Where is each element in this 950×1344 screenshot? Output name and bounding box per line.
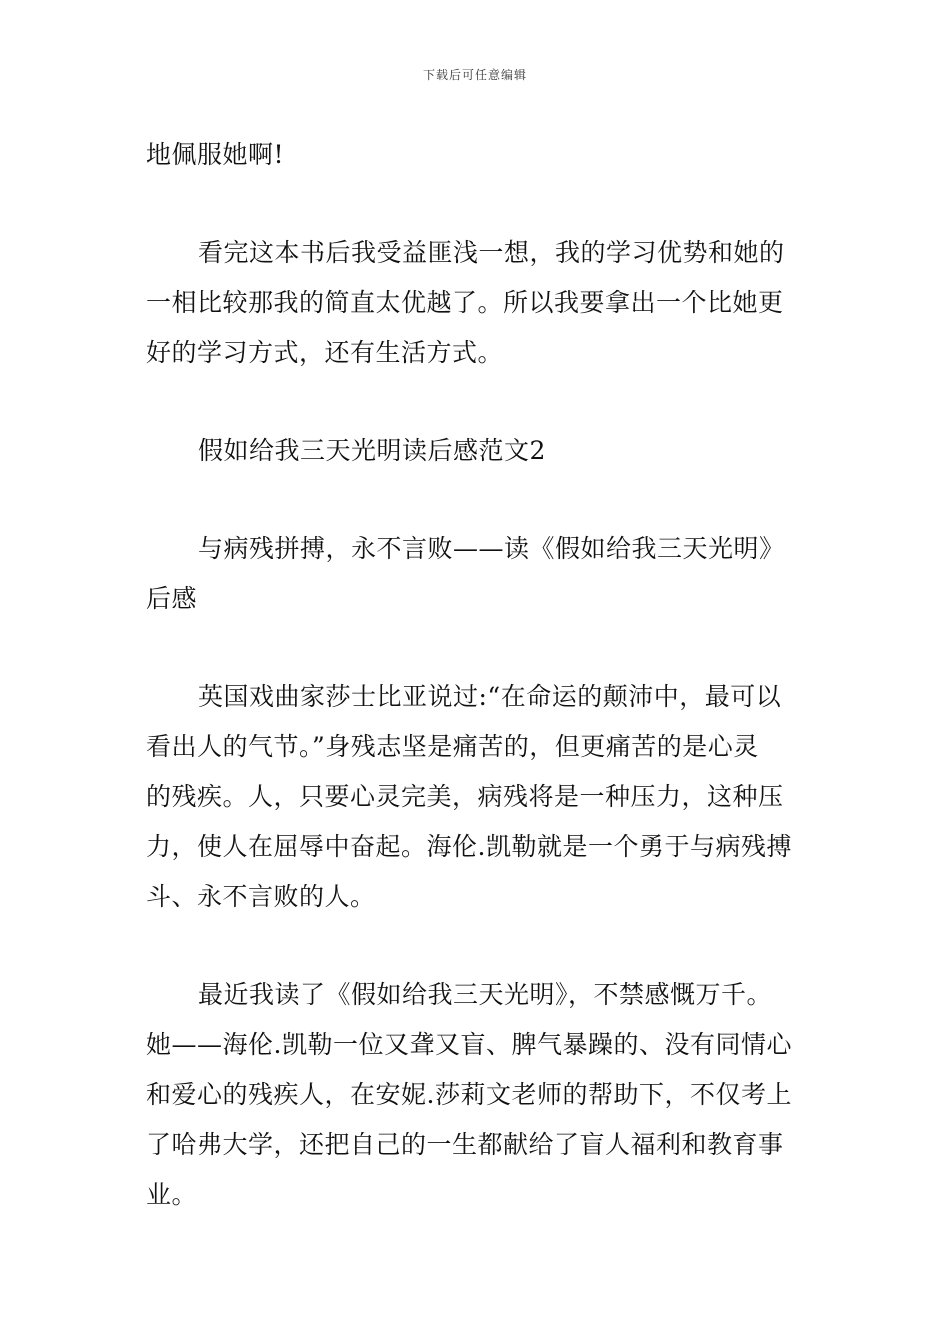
paragraph-shakespeare bbox=[146, 672, 808, 922]
heading-line: 假如给我三天光明读后感范文2 bbox=[198, 436, 546, 465]
text-line: 地佩服她啊! bbox=[146, 140, 285, 169]
text-line: 了哈弗大学，还把自己的一生都献给了盲人福利和教育事 bbox=[146, 1130, 784, 1159]
text-line: 斗、永不言败的人。 bbox=[146, 882, 376, 911]
text-line: 一相比较那我的简直太优越了。所以我要拿出一个比她更 bbox=[146, 288, 784, 317]
page-header-note: 下载后可任意编辑 bbox=[422, 68, 527, 82]
paragraph-gap bbox=[146, 476, 808, 524]
text-line: 好的学习方式，还有生活方式。 bbox=[146, 338, 504, 367]
essay-title bbox=[146, 524, 808, 624]
section-heading bbox=[146, 426, 808, 476]
text-line: 后感 bbox=[146, 584, 198, 613]
paragraph-gap bbox=[146, 378, 808, 426]
text-line: 的残疾。人，只要心灵完美，病残将是一种压力，这种压 bbox=[146, 782, 784, 811]
paragraph-reflection bbox=[146, 228, 808, 378]
document-body bbox=[146, 130, 808, 1220]
text-line: 和爱心的残疾人，在安妮.莎莉文老师的帮助下，不仅考上 bbox=[146, 1080, 792, 1109]
text-line: 业。 bbox=[146, 1180, 198, 1209]
text-line: 与病残拼搏，永不言败——读《假如给我三天光明》 bbox=[198, 534, 785, 563]
text-line: 看出人的气节。”身残志坚是痛苦的，但更痛苦的是心灵 bbox=[146, 732, 759, 761]
paragraph-helen-keller bbox=[146, 970, 808, 1220]
paragraph-gap bbox=[146, 922, 808, 970]
text-line: 英国戏曲家莎士比亚说过:“在命运的颠沛中，最可以 bbox=[198, 682, 782, 711]
text-line: 力，使人在屈辱中奋起。海伦.凯勒就是一个勇于与病残搏 bbox=[146, 832, 792, 861]
paragraph-continuation bbox=[146, 130, 808, 180]
text-line: 看完这本书后我受益匪浅一想，我的学习优势和她的 bbox=[198, 238, 785, 267]
text-line: 最近我读了《假如给我三天光明》，不禁感慨万千。 bbox=[198, 980, 773, 1009]
paragraph-gap bbox=[146, 180, 808, 228]
paragraph-gap bbox=[146, 624, 808, 672]
text-line: 她——海伦.凯勒一位又聋又盲、脾气暴躁的、没有同情心 bbox=[146, 1030, 792, 1059]
